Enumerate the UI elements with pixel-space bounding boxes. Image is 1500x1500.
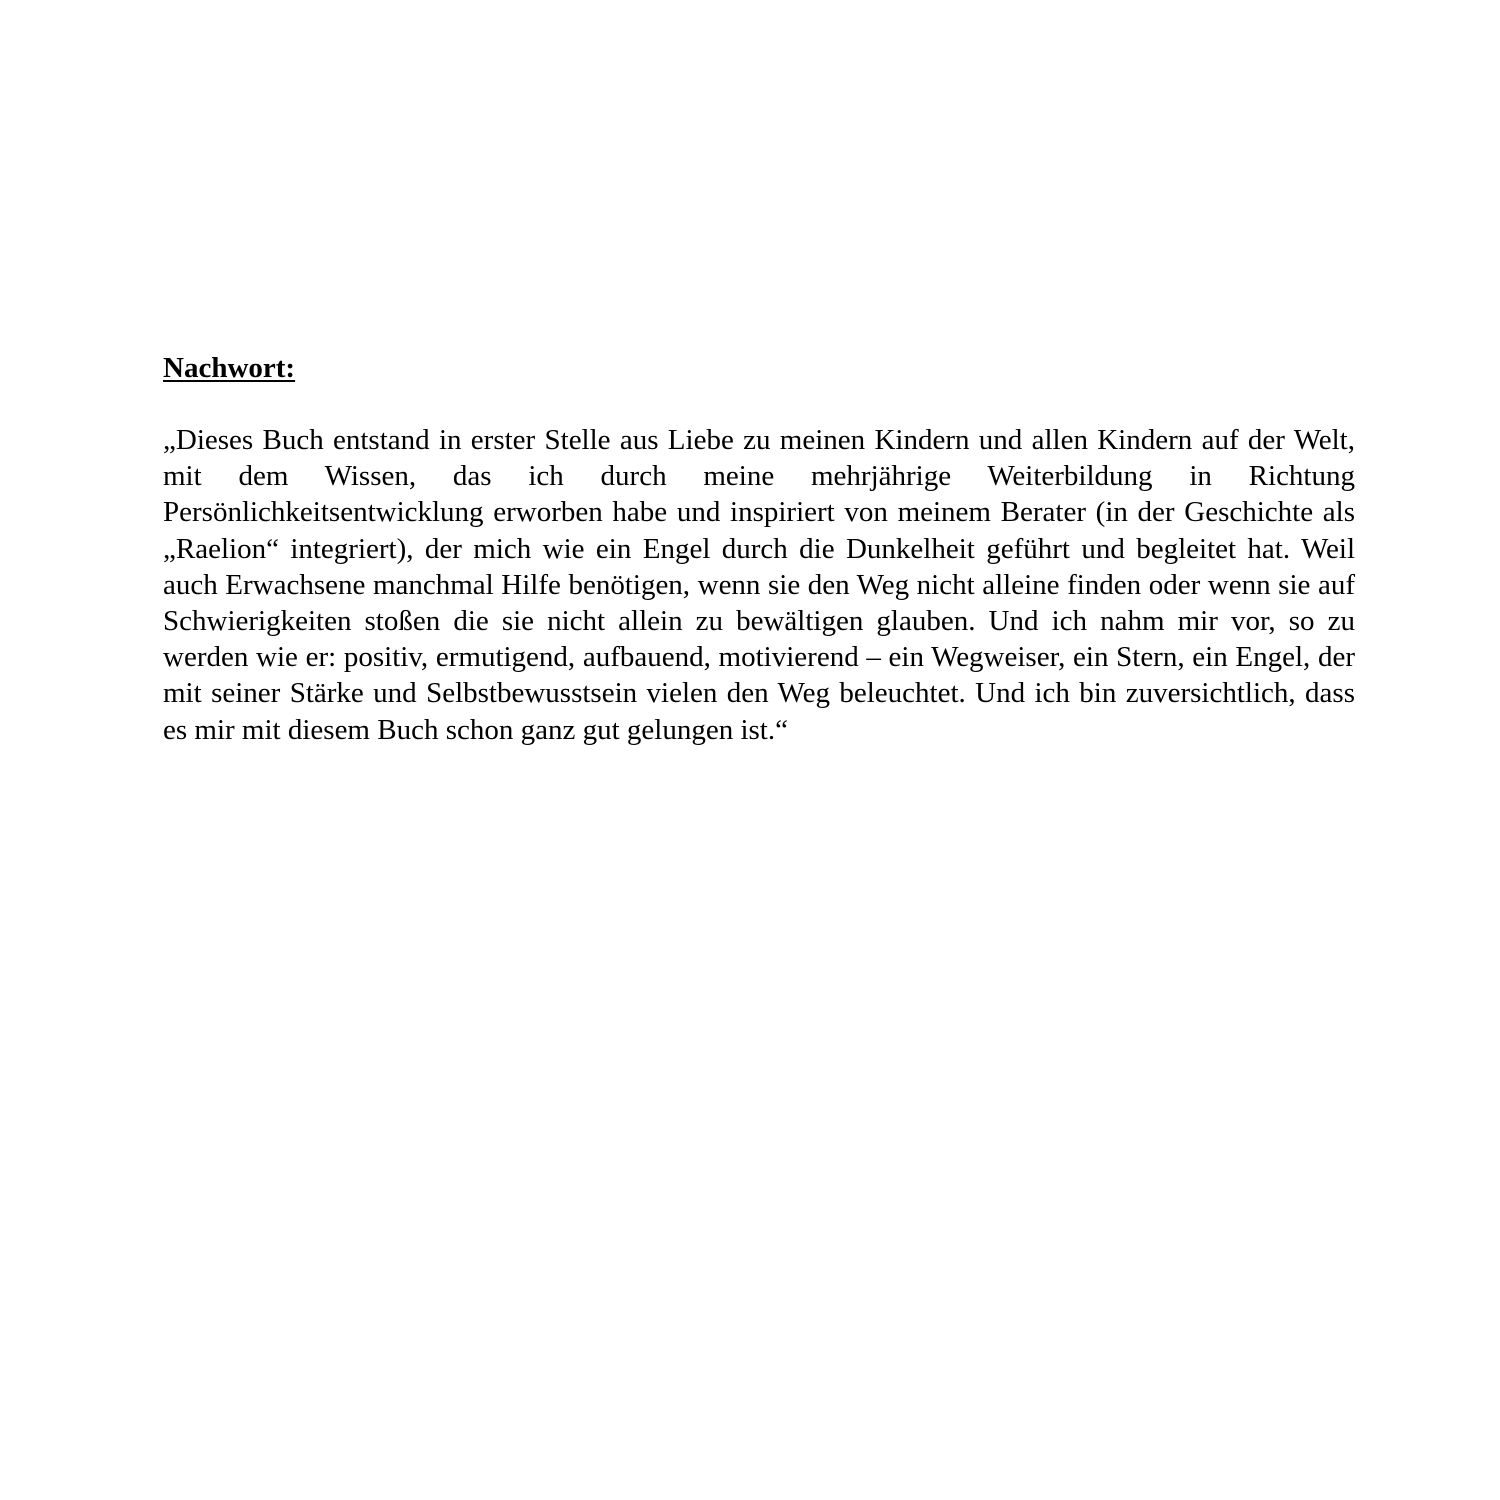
section-heading: Nachwort:: [163, 352, 296, 384]
body-paragraph: „Dieses Buch entstand in erster Stelle aus Liebe zu meinen Kindern und allen Kindern auf der Welt, mit dem Wissen, das ich durch meine mehrjährige Weiterbildung in Richtung Persönlichkeitsentwicklung erworben habe und inspiriert von meinem Berater (in der Geschichte als „Raelion“ integriert), der mich wie ein Engel durch die Dunkelheit geführt und begleitet hat. Weil auch Erwachsene manchmal Hilfe benötigen, wenn sie den Weg nicht alleine finden oder wenn sie auf Schwierigkeiten stoßen die sie nicht allein zu bewältigen glauben. Und ich nahm mir vor, so zu werden wie er: positiv, ermutigend, aufbauend, motivierend – ein Wegweiser, ein Stern, ein Engel, der mit seiner Stärke und Selbstbewusstsein vielen den Weg beleuchtet. Und ich bin zuversichtlich, dass es mir mit diesem Buch schon ganz gut gelungen ist.“: [163, 424, 1355, 746]
document-content: [163, 350, 1355, 748]
